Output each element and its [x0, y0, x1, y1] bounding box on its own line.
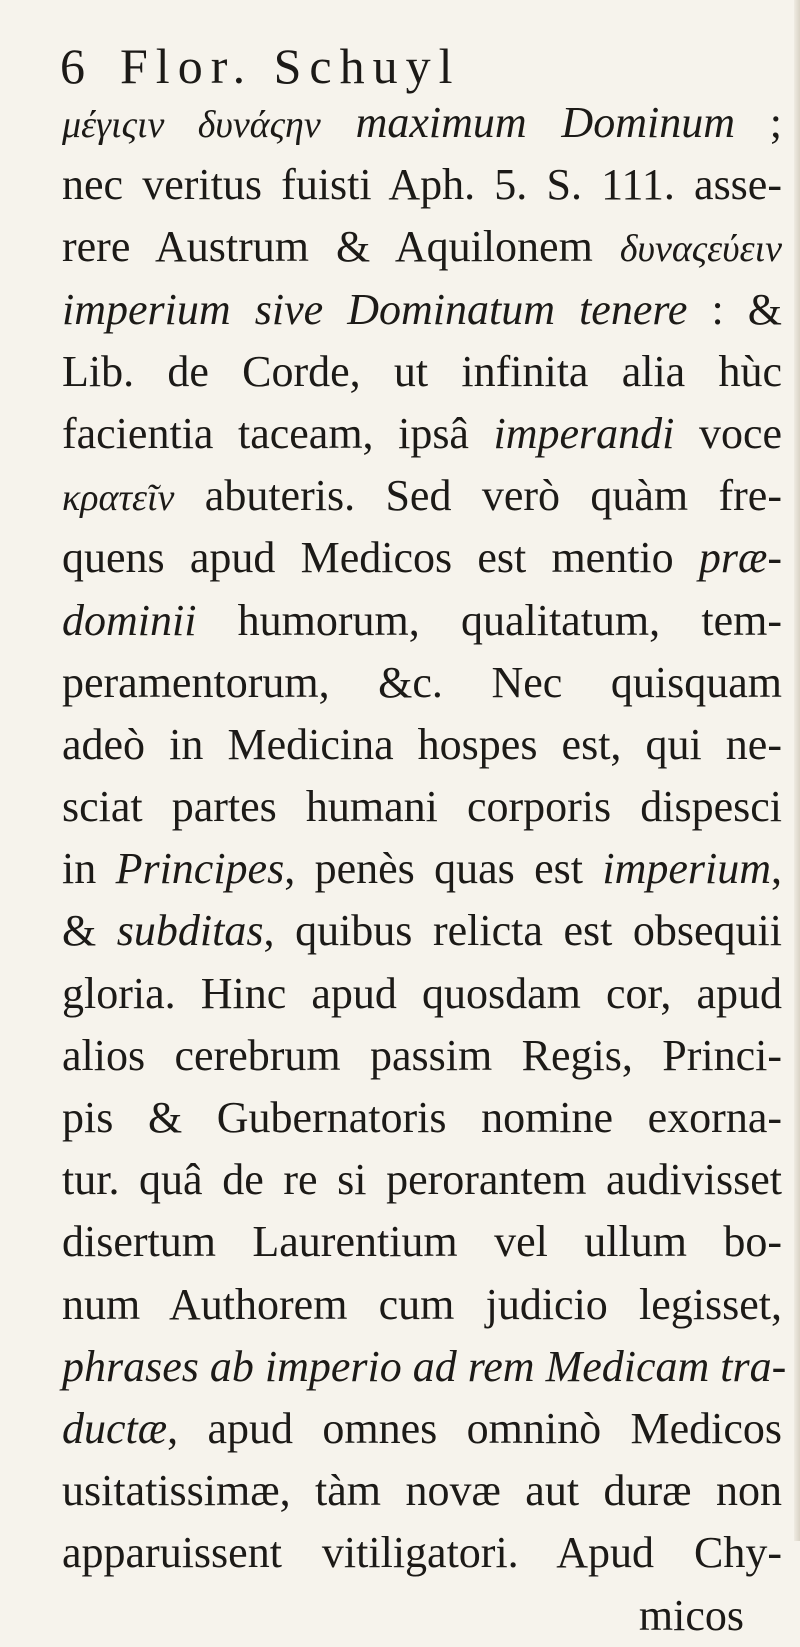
text-line: & subditas, quibus relicta est obsequii [62, 906, 782, 956]
body-text [62, 92, 787, 1647]
text-line: pis & Gubernatoris nomine exorna- [62, 1093, 782, 1142]
text-line: dominii humorum, qualitatum, tem- [62, 595, 782, 645]
text-line: alios cerebrum passim Regis, Princi- [62, 1030, 782, 1080]
text-line: ductæ, apud omnes omninò Medicos [62, 1403, 782, 1453]
text-line: imperium sive Dominatum tenere : & [62, 284, 783, 334]
page-number: 6 [60, 38, 85, 94]
text-line: apparuissent vitiligatori. Apud Chy- [62, 1528, 782, 1578]
catchword: micos [638, 1590, 744, 1640]
text-line: Lib. de Corde, ut infinita alia hùc [62, 346, 782, 396]
text-line: disertum Laurentium vel ullum bo- [62, 1217, 782, 1267]
running-title: Flor. Schuyl [120, 38, 461, 94]
text-line: peramentorum, &c. Nec quisquam [62, 657, 782, 707]
text-line: tur. quâ de re si perorantem audivisset [62, 1155, 782, 1205]
text-line: phrases ab imperio ad rem Medicam tra- [62, 1341, 787, 1391]
text-line: adeò in Medicina hospes est, qui ne- [62, 719, 782, 769]
text-line: num Authorem cum judicio legisset, [62, 1279, 782, 1329]
text-line: in Principes, penès quas est imperium, [62, 844, 782, 894]
text-line: nec veritus fuisti Aph. 5. S. 111. asse- [62, 160, 782, 210]
text-line: μέγιςιν δυνάςην maximum Dominum ; [62, 98, 782, 147]
text-line: usitatissimæ, tàm novæ aut duræ non [62, 1466, 782, 1516]
text-line: rere Austrum & Aquilonem δυναςεύειν [62, 222, 782, 272]
running-header [60, 36, 740, 96]
text-line: κρατεῖν abuteris. Sed verò quàm fre- [62, 471, 782, 521]
text-line: gloria. Hinc apud quosdam cor, apud [62, 968, 782, 1018]
text-line: facientia taceam, ipsâ imperandi voce [62, 408, 783, 458]
text-line: quens apud Medicos est mentio præ- [62, 533, 782, 583]
page-edge-shadow [794, 0, 800, 1541]
text-line: sciat partes humani corporis dispesci [62, 782, 782, 832]
